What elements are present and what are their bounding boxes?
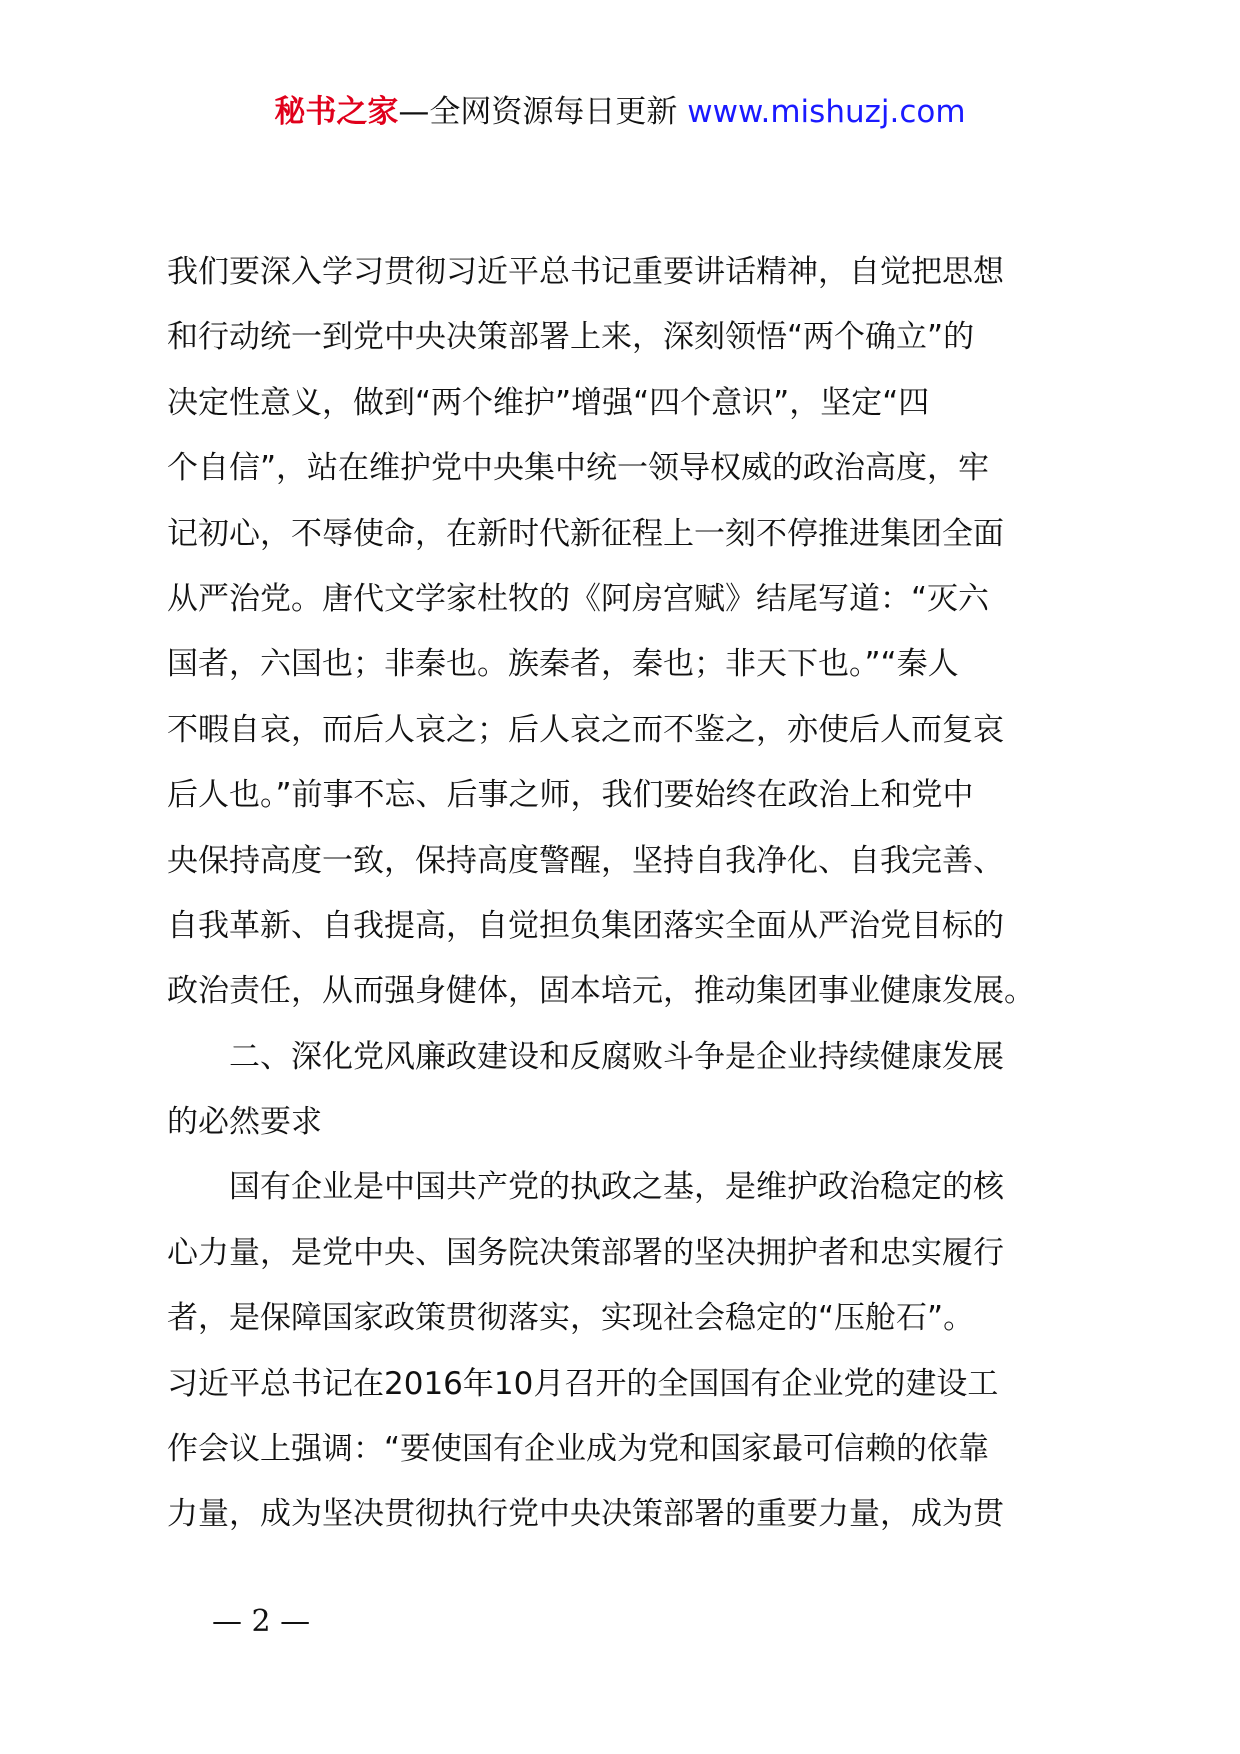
- section-heading-continued: 的必然要求: [167, 1104, 322, 1141]
- text-line: 自我革新、自我提高，自觉担负集团落实全面从严治党目标的: [167, 907, 1004, 944]
- text-line: 心力量，是党中央、国务院决策部署的坚决拥护者和忠实履行: [167, 1234, 1004, 1271]
- document-body: [167, 240, 1087, 1548]
- site-brand: 秘书之家: [274, 94, 399, 130]
- site-tagline: —全网资源每日更新: [398, 94, 678, 130]
- text-line: 不暇自哀，而后人哀之；后人哀之而不鉴之，亦使后人而复哀: [167, 711, 1004, 748]
- site-header: [0, 92, 1240, 132]
- text-line: 央保持高度一致，保持高度警醒，坚持自我净化、自我完善、: [167, 842, 1004, 879]
- text-line: 国有企业是中国共产党的执政之基，是维护政治稳定的核: [229, 1169, 1004, 1206]
- text-line: 我们要深入学习贯彻习近平总书记重要讲话精神，自觉把思想: [167, 254, 1004, 290]
- text-line: 力量，成为坚决贯彻执行党中央决策部署的重要力量，成为贯: [167, 1496, 1004, 1533]
- page-number: — 2 —: [212, 1604, 311, 1639]
- text-line: 个自信”，站在维护党中央集中统一领导权威的政治高度，牢: [167, 450, 990, 487]
- text-line: 后人也。”前事不忘、后事之师，我们要始终在政治上和党中: [167, 777, 974, 814]
- text-line: 者，是保障国家政策贯彻落实，实现社会稳定的“压舱石”。: [167, 1300, 975, 1337]
- text-line: 和行动统一到党中央决策部署上来，深刻领悟“两个确立”的: [167, 319, 975, 356]
- text-line: 政治责任，从而强身健体，固本培元，推动集团事业健康发展。: [167, 973, 1035, 1010]
- text-line: 从严治党。唐代文学家杜牧的《阿房宫赋》结尾写道：“灭六: [167, 580, 990, 617]
- site-url-link[interactable]: www.mishuzj.com: [687, 94, 966, 130]
- text-line: 习近平总书记在2016年10月召开的全国国有企业党的建设工: [167, 1365, 999, 1402]
- text-line: 国者，六国也；非秦也。族秦者，秦也；非天下也。”“秦人: [167, 646, 959, 683]
- text-line: 决定性意义，做到“两个维护”增强“四个意识”，坚定“四: [167, 384, 930, 421]
- text-line: 记初心，不辱使命，在新时代新征程上一刻不停推进集团全面: [167, 515, 1004, 552]
- text-line: 作会议上强调：“要使国有企业成为党和国家最可信赖的依靠: [167, 1431, 990, 1468]
- section-heading: 二、深化党风廉政建设和反腐败斗争是企业持续健康发展: [229, 1038, 1004, 1075]
